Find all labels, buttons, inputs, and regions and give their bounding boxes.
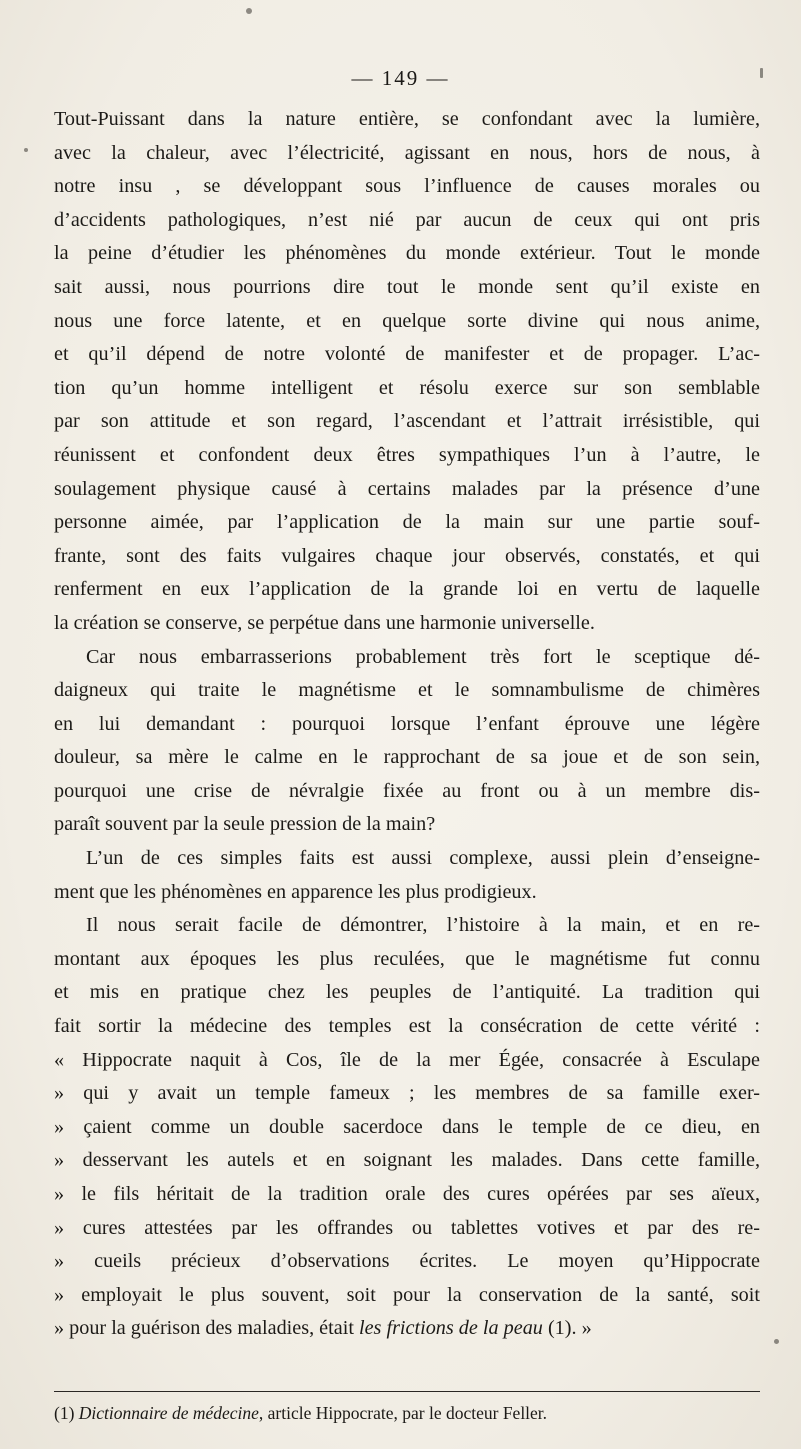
text-line: montant aux époques les plus reculées, que le magnétisme fut connu xyxy=(54,947,760,970)
footnote-divider xyxy=(54,1391,760,1392)
italic-phrase: les frictions de la peau xyxy=(358,1317,543,1340)
quote-line: » cures attestées par les offrandes ou tablettes votives et par des re- xyxy=(54,1216,760,1239)
text-line: paraît souvent par la seule pression de la main? xyxy=(54,813,436,836)
text-line: par son attitude et son regard, l’ascendant et l’attrait irrésistible, qui xyxy=(54,410,760,433)
text-line: L’un de ces simples faits est aussi complexe, aussi plein d’enseigne- xyxy=(86,847,760,870)
scan-speck xyxy=(760,68,763,78)
text-line: Tout-Puissant dans la nature entière, se confondant avec la lumière, xyxy=(54,108,760,130)
quote-line: » qui y avait un temple fameux ; les membres de sa famille exer- xyxy=(54,1082,760,1105)
text-line: fait sortir la médecine des temples est la consécration de cette vérité : xyxy=(54,1015,760,1038)
text-line: frante, sont des faits vulgaires chaque jour observés, constatés, et qui xyxy=(54,544,760,567)
text-line: soulagement physique causé à certains malades par la présence d’une xyxy=(54,477,760,500)
footnote-source-title: Dictionnaire de médecine xyxy=(78,1403,259,1423)
text-line: notre insu , se développant sous l’influence de causes morales ou xyxy=(54,175,760,198)
text-line: pourquoi une crise de névralgie fixée au front ou à un membre dis- xyxy=(54,779,760,802)
footnote xyxy=(54,1401,760,1425)
footnote-text: , article Hippocrate, par le docteur Feller. xyxy=(258,1403,548,1423)
quote-line-start: » pour la guérison des maladies, était xyxy=(54,1317,359,1340)
text-line: d’accidents pathologiques, n’est nié par aucun de ceux qui ont pris xyxy=(54,208,760,231)
text-line: nous une force latente, et en quelque sorte divine qui nous anime, xyxy=(54,309,760,332)
text-line: et qu’il dépend de notre volonté de manifester et de propager. L’ac- xyxy=(54,343,760,366)
text-line: tion qu’un homme intelligent et résolu exerce sur son semblable xyxy=(54,376,760,399)
footnote-marker: (1) xyxy=(54,1403,79,1423)
text-line: sait aussi, nous pourrions dire tout le monde sent qu’il existe en xyxy=(54,275,760,298)
footnote-reference: (1). » xyxy=(542,1317,592,1340)
text-line: la peine d’étudier les phénomènes du monde extérieur. Tout le monde xyxy=(54,242,760,265)
page-number: — 149 — xyxy=(351,66,450,90)
quote-line: » desservant les autels et en soignant les malades. Dans cette famille, xyxy=(54,1149,760,1172)
scan-speck xyxy=(24,148,28,152)
text-line: en lui demandant : pourquoi lorsque l’enfant éprouve une légère xyxy=(54,712,760,735)
text-line: la création se conserve, se perpétue dans une harmonie universelle. xyxy=(54,611,595,634)
quote-line: » employait le plus souvent, soit pour la conservation de la santé, soit xyxy=(54,1283,760,1306)
quote-line: » cueils précieux d’observations écrites. Le moyen qu’Hippocrate xyxy=(54,1250,760,1273)
body-text xyxy=(54,103,760,1346)
quote-line: » çaient comme un double sacerdoce dans le temple de ce dieu, en xyxy=(54,1115,760,1138)
text-line: réunissent et confondent deux êtres sympathiques l’un à l’autre, le xyxy=(54,443,760,466)
text-line: ment que les phénomènes en apparence les plus prodigieux. xyxy=(54,880,537,903)
text-line: Car nous embarrasserions probablement très fort le sceptique dé- xyxy=(86,645,760,668)
text-line: personne aimée, par l’application de la main sur une partie souf- xyxy=(54,511,760,534)
text-line: et mis en pratique chez les peuples de l’antiquité. La tradition qui xyxy=(54,981,760,1004)
text-line: renferment en eux l’application de la grande loi en vertu de laquelle xyxy=(54,578,760,601)
quote-line-final xyxy=(54,1312,760,1346)
text-line: Il nous serait facile de démontrer, l’histoire à la main, et en re- xyxy=(86,914,760,937)
quote-line: « Hippocrate naquit à Cos, île de la mer Égée, consacrée à Esculape xyxy=(54,1048,760,1071)
text-line: avec la chaleur, avec l’électricité, agissant en nous, hors de nous, à xyxy=(54,141,760,164)
scan-speck xyxy=(774,1339,779,1344)
text-line: douleur, sa mère le calme en le rapprochant de sa joue et de son sein, xyxy=(54,746,760,769)
quote-line: » le fils héritait de la tradition orale des cures opérées par ses aïeux, xyxy=(54,1183,760,1205)
scan-speck xyxy=(246,8,252,14)
text-line: daigneux qui traite le magnétisme et le somnambulisme de chimères xyxy=(54,679,760,702)
